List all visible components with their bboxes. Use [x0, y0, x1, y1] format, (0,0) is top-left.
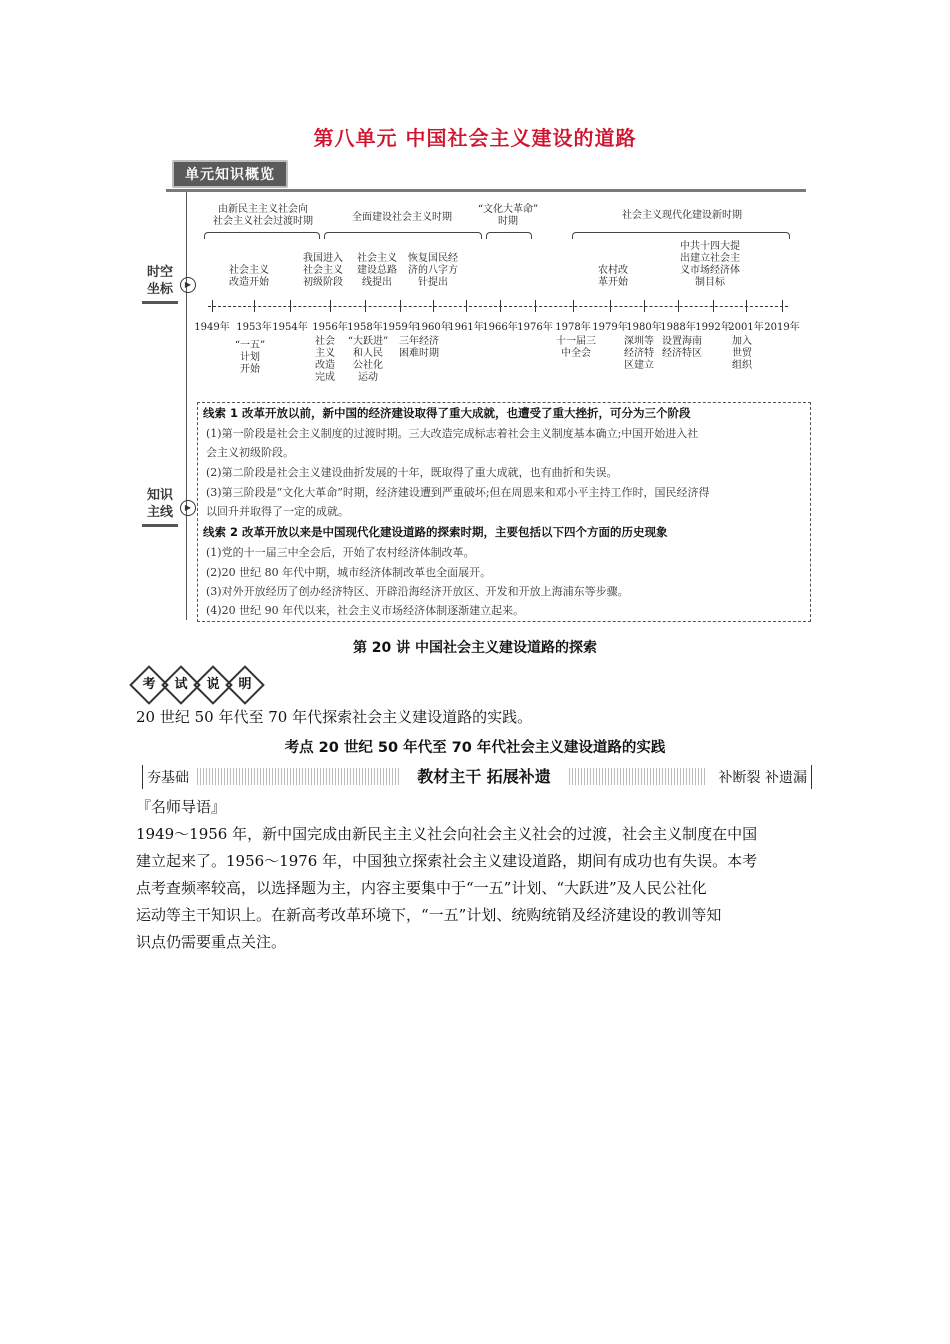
timeline-event: 加入 世贸 组织: [732, 336, 752, 371]
overview-label: 单元知识概览: [172, 160, 288, 188]
timeline-axis: [208, 306, 788, 307]
timeline-event: 社会主义 建设总路 线提出: [357, 253, 397, 288]
bar-right-label: 补断裂 补遗漏: [718, 770, 807, 786]
knowledge-side-label: [142, 487, 178, 527]
timeline-year-label: 1980年: [626, 322, 662, 333]
timeline-year-label: 1979年: [592, 322, 628, 333]
play-arrow-icon: ▶: [180, 277, 196, 293]
bar-center-label: 教材主干 拓展补遗: [399, 765, 569, 789]
period-label: 由新民主主义社会向 社会主义社会过渡时期: [213, 204, 313, 227]
timeline-year-label: 1976年: [517, 322, 553, 333]
timeline-tick: [365, 300, 366, 312]
timeline-tick: [678, 300, 679, 312]
kaodian-title: 考点 20 世纪 50 年代至 70 年代社会主义建设道路的实践: [284, 740, 666, 756]
timeline-side-label-1: 时空: [146, 265, 173, 280]
exam-description: 20 世纪 50 年代至 70 年代探索社会主义建设道路的实践。: [136, 708, 533, 726]
guide-label: 『名师导语』: [136, 798, 227, 816]
timeline-tick: [746, 300, 747, 312]
exam-badge: [135, 671, 263, 699]
side-label-underline: [142, 301, 178, 304]
clue-line: (3)第三阶段是“文化大革命”时期，经济建设遭到严重破坏;但在周恩来和邓小平主持工作时，国民经济得: [206, 486, 710, 499]
timeline-year-label: 1988年: [660, 322, 696, 333]
period-brace: [572, 232, 790, 239]
timeline-event: 恢复国民经 济的八字方 针提出: [408, 253, 458, 288]
timeline-tick: [610, 300, 611, 312]
guide-line: 1949～1956 年，新中国完成由新民主主义社会向社会主义社会的过渡，社会主义制度在中国: [136, 825, 758, 843]
timeline-side-label-2: 坐标: [146, 282, 173, 297]
timeline-event: “一五” 计划 开始: [234, 340, 266, 375]
timeline-tick: [212, 300, 213, 312]
period-brace: [204, 232, 320, 239]
timeline-year-label: 1949年: [194, 322, 230, 333]
timeline-event: 深圳等 经济特 区建立: [624, 336, 654, 371]
timeline-event: 社会 主义 改造 完成: [315, 336, 335, 383]
side-label-underline: [142, 524, 178, 527]
timeline-event: 社会主义 改造开始: [229, 265, 269, 288]
timeline-tick: [433, 300, 434, 312]
section-bar: [142, 765, 812, 789]
period-label: “文化大革命” 时期: [477, 204, 539, 227]
timeline-year-label: 2001年: [728, 322, 764, 333]
timeline-tick: [290, 300, 291, 312]
vertical-divider: [186, 192, 187, 620]
timeline-event: 中共十四大提 出建立社会主 义市场经济体 制目标: [680, 241, 740, 288]
clue-heading: 线索 1 改革开放以前，新中国的经济建设取得了重大成就，也遭受了重大挫折，可分为三个阶段: [203, 406, 691, 420]
timeline-tick: [400, 300, 401, 312]
timeline-tick: [644, 300, 645, 312]
lecture-title: 第 20 讲 中国社会主义建设道路的探索: [352, 640, 598, 656]
play-arrow-icon: ▶: [180, 500, 196, 516]
timeline-tick: [330, 300, 331, 312]
timeline-tick: [500, 300, 501, 312]
clue-line: (2)第二阶段是社会主义建设曲折发展的十年，既取得了重大成就，也有曲折和失误。: [206, 466, 618, 479]
timeline-year-label: 1978年: [555, 322, 591, 333]
timeline-tick: [535, 300, 536, 312]
timeline-tick: [713, 300, 714, 312]
period-brace: [486, 232, 532, 239]
clue-line: 会主义初级阶段。: [206, 446, 294, 459]
timeline-year-label: 1966年: [482, 322, 518, 333]
timeline-year-label: 1958年: [347, 322, 383, 333]
guide-line: 运动等主干知识上。在新高考改革环境下，“一五”计划、统购统销及经济建设的教训等知: [136, 906, 722, 924]
clue-heading: 线索 2 改革开放以来是中国现代化建设道路的探索时期，主要包括以下四个方面的历史现象: [203, 525, 668, 539]
guide-line: 识点仍需要重点关注。: [136, 933, 287, 951]
timeline-tick: [466, 300, 467, 312]
timeline-event: 设置海南 经济特区: [662, 336, 702, 359]
timeline-year-label: 1956年: [312, 322, 348, 333]
timeline-tick: [782, 300, 783, 312]
guide-line: 点考查频率较高，以选择题为主，内容主要集中于“一五”计划、“大跃进”及人民公社化: [136, 879, 707, 897]
timeline-side-label: [142, 264, 178, 304]
clue-line: (1)党的十一届三中全会后，开始了农村经济体制改革。: [206, 546, 475, 559]
clue-line: 以回升并取得了一定的成就。: [206, 505, 349, 518]
overview-rule: [166, 189, 806, 192]
timeline-event: “大跃进” 和人民 公社化 运动: [347, 336, 389, 383]
knowledge-side-label-2: 主线: [146, 505, 173, 520]
timeline-year-label: 2019年: [764, 322, 800, 333]
timeline-tick: [573, 300, 574, 312]
clue-line: (2)20 世纪 80 年代中期，城市经济体制改革也全面展开。: [206, 566, 492, 579]
badge-char: 说: [206, 677, 220, 692]
clue-line: (3)对外开放经历了创办经济特区、开辟沿海经济开放区、开发和开放上海浦东等步骤。: [206, 585, 629, 598]
knowledge-side-label-1: 知识: [146, 488, 173, 503]
timeline-event: 三年经济 困难时期: [399, 336, 439, 359]
timeline-tick: [254, 300, 255, 312]
timeline-event: 我国进入 社会主义 初级阶段: [303, 253, 343, 288]
badge-char: 试: [174, 677, 188, 692]
badge-char: 明: [238, 677, 252, 692]
clue-line: (1)第一阶段是社会主义制度的过渡时期。三大改造完成标志着社会主义制度基本确立;中国开始进入社: [206, 427, 699, 440]
clue-line: (4)20 世纪 90 年代以来，社会主义市场经济体制逐渐建立起来。: [206, 604, 525, 617]
timeline-year-label: 1954年: [272, 322, 308, 333]
badge-diamond: [225, 665, 265, 705]
timeline-year-label: 1960年: [415, 322, 451, 333]
timeline-year-label: 1992年: [695, 322, 731, 333]
timeline-year-label: 1961年: [448, 322, 484, 333]
timeline-year-label: 1953年: [236, 322, 272, 333]
period-label: 全面建设社会主义时期: [352, 212, 452, 223]
period-brace: [324, 232, 482, 239]
period-label: 社会主义现代化建设新时期: [622, 210, 742, 221]
guide-line: 建立起来了。1956～1976 年，中国独立探索社会主义建设道路，期间有成功也有失误。本考: [136, 852, 758, 870]
unit-title: 第八单元 中国社会主义建设的道路: [313, 126, 637, 150]
badge-char: 考: [142, 677, 156, 692]
bar-left-label: 夯基础: [147, 770, 189, 786]
timeline-year-label: 1959年: [382, 322, 418, 333]
timeline-event: 十一届三 中全会: [556, 336, 596, 359]
timeline-event: 农村改 革开始: [598, 265, 628, 288]
